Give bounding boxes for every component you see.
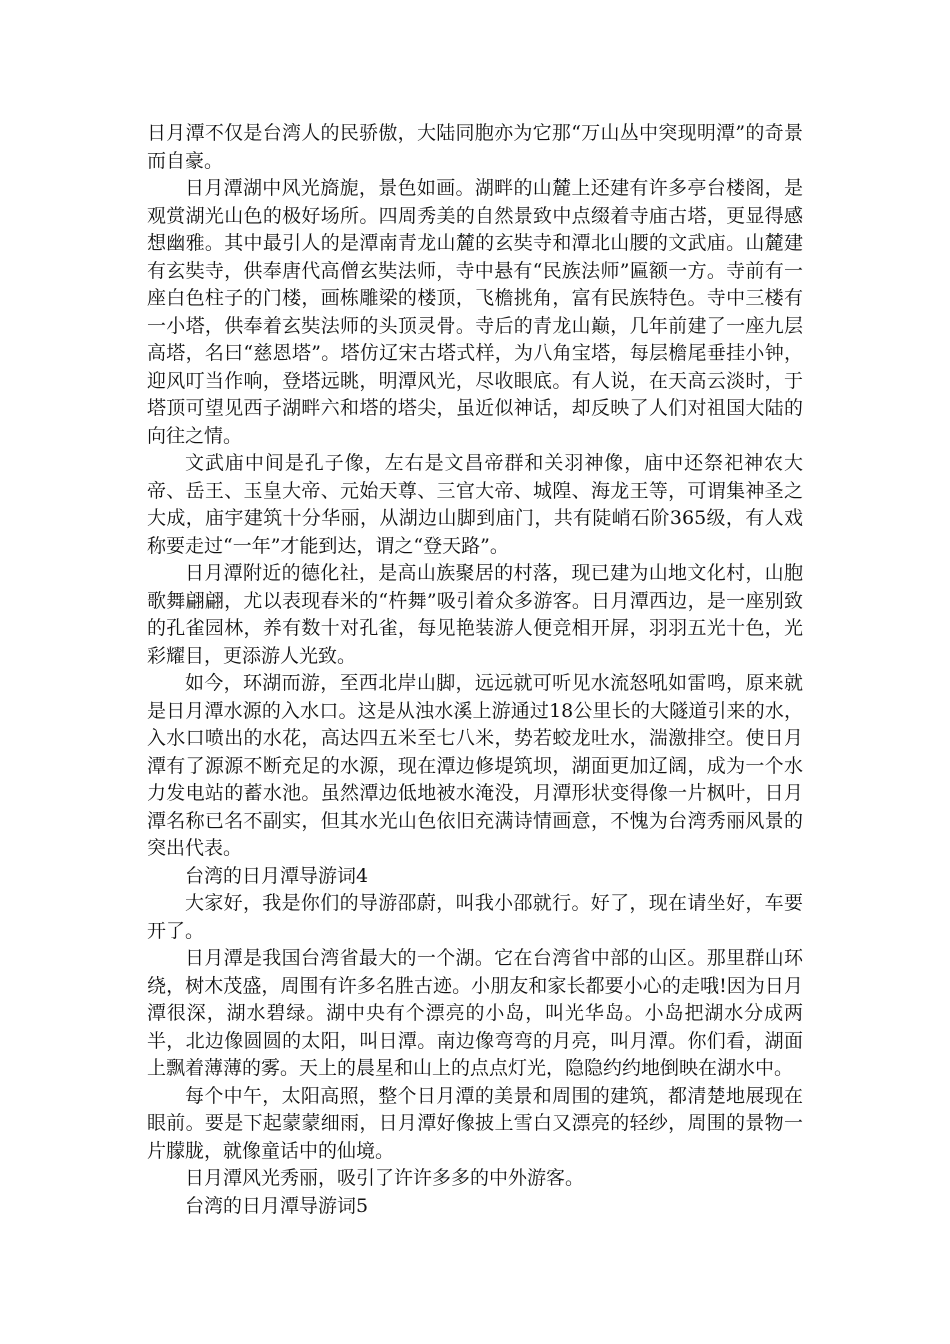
paragraph-noon-view: 每个中午，太阳高照，整个日月潭的美景和周围的建筑，都清楚地展现在眼前。要是下起蒙蒙细雨，日月潭好像披上雪白又漂亮的轻纱，周围的景物一片朦胧，就像童话中的仙境。 bbox=[147, 1084, 803, 1162]
section-heading-5: 台湾的日月潭导游词5 bbox=[185, 1194, 369, 1217]
paragraph-wenwu-temple: 文武庙中间是孔子像，左右是文昌帝群和关羽神像，庙中还祭祀神农大帝、岳王、玉皇大帝、元始天尊、三官大帝、城隍、海龙王等，可谓集神圣之大成，庙宇建筑十分华丽，从湖边山脚到庙门，共有陡峭石阶365级，有人戏称要走过“一年”才能到达，谓之“登天路”。 bbox=[147, 452, 803, 557]
paragraph-continued: 日月潭不仅是台湾人的民骄傲，大陆同胞亦为它那“万山丛中突现明潭”的奇景而自豪。 bbox=[147, 122, 803, 172]
paragraph-lake-scenery: 日月潭湖中风光旖旎，景色如画。湖畔的山麓上还建有许多亭台楼阁，是观赏湖光山色的极好场所。四周秀美的自然景致中点缀着寺庙古塔，更显得感想幽雅。其中最引人的是潭南青龙山麓的玄奘寺和潭北山腰的文武庙。山麓建有玄奘寺，供奉唐代高僧玄奘法师，寺中悬有“民族法师”匾额一方。寺前有一座白色柱子的门楼，画栋雕梁的楼顶，飞檐挑角，富有民族特色。寺中三楼有一小塔，供奉着玄奘法师的头顶灵骨。寺后的青龙山巅，几年前建了一座九层高塔，名曰“慈恩塔”。塔仿辽宋古塔式样，为八角宝塔，每层檐尾垂挂小钟，迎风叮当作响，登塔远眺，明潭风光，尽收眼底。有人说，在天高云淡时，于塔顶可望见西子湖畔六和塔的塔尖，虽近似神话，却反映了人们对祖国大陆的向往之情。 bbox=[147, 177, 803, 447]
paragraph-water-source: 如今，环湖而游，至西北岸山脚，远远就可听见水流怒吼如雷鸣，原来就是日月潭水源的入水口。这是从浊水溪上游通过18公里长的大隧道引来的水，入水口喷出的水花，高达四五米至七八米，势若蛟龙吐水，湍激排空。使日月潭有了源源不断充足的水源，现在潭边修堤筑坝，湖面更加辽阔，成为一个水力发电站的蓄水池。虽然潭边低地被水淹没，月潭形状变得像一片枫叶，日月潭名称已名不副实，但其水光山色依旧充满诗情画意，不愧为台湾秀丽风景的突出代表。 bbox=[147, 672, 803, 859]
section-heading-4: 台湾的日月潭导游词4 bbox=[185, 864, 369, 887]
paragraph-lake-intro: 日月潭是我国台湾省最大的一个湖。它在台湾省中部的山区。那里群山环绕，树木茂盛，周围有许多名胜古迹。小朋友和家长都要小心的走哦!因为日月潭很深，湖水碧绿。湖中央有个漂亮的小岛，叫光华岛。小岛把湖水分成两半，北边像圆圆的太阳，叫日潭。南边像弯弯的月亮，叫月潭。你们看，湖面上飘着薄薄的雾。天上的晨星和山上的点点灯光，隐隐约约地倒映在湖水中。 bbox=[147, 947, 803, 1079]
paragraph-greeting: 大家好，我是你们的导游邵蔚，叫我小邵就行。好了，现在请坐好，车要开了。 bbox=[147, 892, 803, 942]
paragraph-dehua-village: 日月潭附近的德化社，是高山族聚居的村落，现已建为山地文化村，山胞歌舞翩翩，尤以表现春米的“杵舞”吸引着众多游客。日月潭西边，是一座别致的孔雀园林，养有数十对孔雀，每见艳装游人便竞相开屏，羽羽五光十色，光彩耀目，更添游人光致。 bbox=[147, 562, 803, 667]
paragraph-visitors: 日月潭风光秀丽，吸引了许许多多的中外游客。 bbox=[185, 1167, 585, 1189]
document-body bbox=[147, 120, 803, 1220]
